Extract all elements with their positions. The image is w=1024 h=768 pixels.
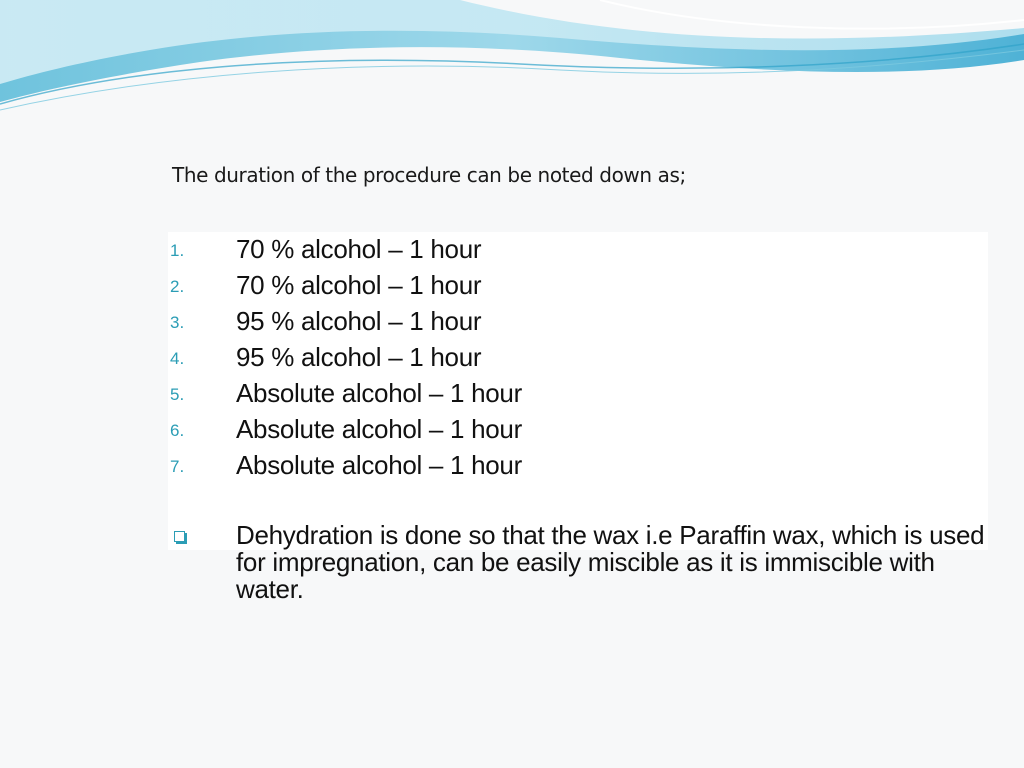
header-wave-decoration [0, 0, 1024, 130]
step-text: Absolute alcohol – 1 hour [236, 414, 522, 444]
note-text: Dehydration is done so that the wax i.e Paraffin wax, which is used for impregnation, can be easily miscible as it is immiscible with water. [236, 520, 985, 604]
step-number: 4. [170, 349, 185, 368]
intro-text: The duration of the procedure can be noted down as; [172, 163, 686, 187]
step-number: 7. [170, 457, 185, 476]
step-text: 70 % alcohol – 1 hour [236, 234, 482, 264]
step-number: 3. [170, 313, 185, 332]
step-number: 5. [170, 385, 185, 404]
square-bullet-icon [174, 531, 185, 542]
step-text: Absolute alcohol – 1 hour [236, 450, 522, 480]
step-number: 2. [170, 277, 185, 296]
step-text: 95 % alcohol – 1 hour [236, 342, 482, 372]
step-number: 1. [170, 241, 185, 260]
step-text: 70 % alcohol – 1 hour [236, 270, 482, 300]
step-number: 6. [170, 421, 185, 440]
step-text: Absolute alcohol – 1 hour [236, 378, 522, 408]
step-text: 95 % alcohol – 1 hour [236, 306, 482, 336]
